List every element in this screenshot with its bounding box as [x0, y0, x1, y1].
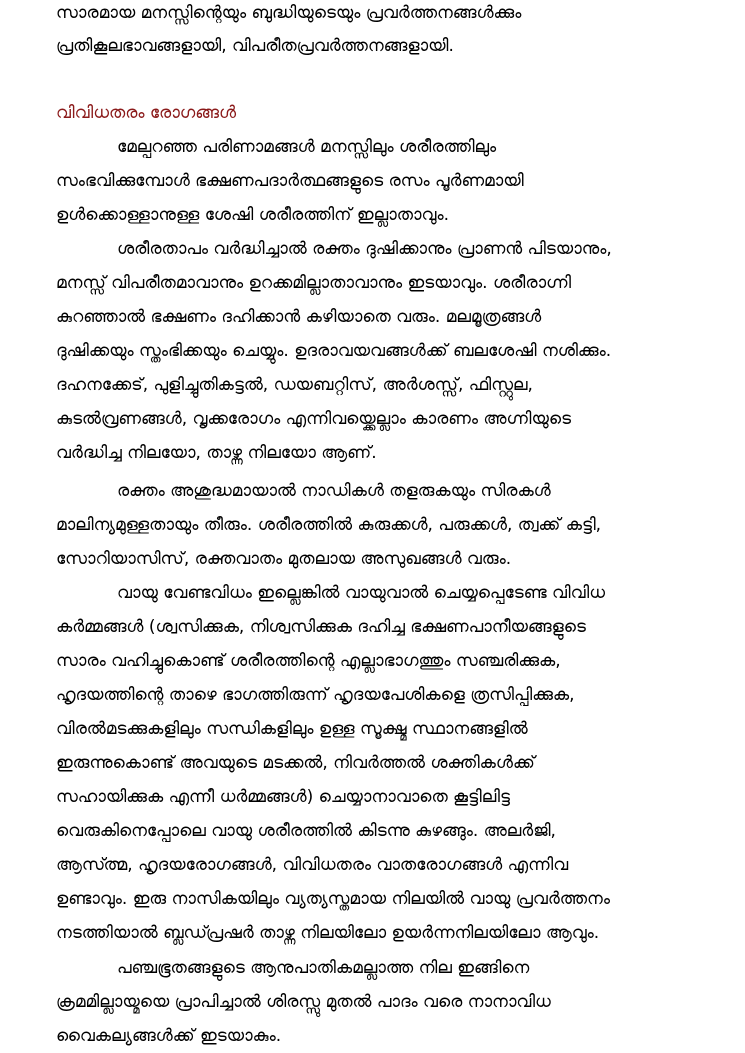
paragraph-line: മേല്പറഞ്ഞ പരിണാമങ്ങൾ മനസ്സിലും ശരീരത്തിലും [117, 137, 497, 157]
paragraph-line: വെരുകിനെപ്പോലെ വായു ശരീരത്തിൽ കിടന്നു കുഴങ്ങും. അലർജി, [56, 821, 556, 841]
paragraph-line: പഞ്ചഭൂതങ്ങളുടെ ആനുപാതികമല്ലാത്ത നില ഇങ്ങിനെ [117, 958, 530, 978]
paragraph-line: ഉൾക്കൊള്ളാനുള്ള ശേഷി ശരീരത്തിന് ഇല്ലാതാവും. [56, 205, 449, 225]
intro-line: പ്രതികൂലഭാവങ്ങളായി, വിപരീതപ്രവർത്തനങ്ങളായി. [56, 36, 454, 56]
paragraph-line: ആസ്ത്മ, ഹൃദയരോഗങ്ങൾ, വിവിധതരം വാതരോഗങ്ങൾ എന്നിവ [56, 855, 569, 875]
paragraph-line: ദഹനക്കേട്, പുളിച്ചുതികട്ടൽ, ഡയബറ്റിസ്, അർശസ്സ്, ഫിസ്റ്റുല, [56, 375, 533, 395]
paragraph-line: സാരം വഹിച്ചുകൊണ്ട് ശരീരത്തിന്റെ എല്ലാഭാഗത്തും സഞ്ചരിക്കുക, [56, 651, 561, 671]
paragraph-line: വായു വേണ്ടവിധം ഇല്ലെങ്കിൽ വായുവാൽ ചെയ്യപ്പെടേണ്ട വിവിധ [117, 583, 606, 603]
paragraph-line: മനസ്സ് വിപരീതമാവാനും ഉറക്കമില്ലാതാവാനും ഇടയാവും. ശരീരാഗ്നി [56, 273, 572, 293]
paragraph-line: സോറിയാസിസ്, രക്തവാതം മുതലായ അസുഖങ്ങൾ വരും. [56, 549, 512, 569]
paragraph-line: ഉണ്ടാവും. ഇരു നാസികയിലും വ്യത്യസ്തമായ നിലയിൽ വായു പ്രവർത്തനം [56, 889, 610, 909]
paragraph-line: രക്തം അശുദ്ധമായാൽ നാഡികൾ തളരുകയും സിരകൾ [117, 481, 551, 501]
paragraph-line: മാലിന്യമുള്ളതായും തീരും. ശരീരത്തിൽ കുരുക്കൾ, പരുക്കൾ, ത്വക്ക് കട്ടി, [56, 515, 602, 535]
paragraph-line: ഹൃദയത്തിന്റെ താഴെ ഭാഗത്തിരുന്ന് ഹൃദയപേശികളെ ത്രസിപ്പിക്കുക, [56, 685, 575, 705]
section-heading: വിവിധതരം രോഗങ്ങൾ [56, 103, 237, 123]
paragraph-line: കുറഞ്ഞാൽ ഭക്ഷണം ദഹിക്കാൻ കഴിയാതെ വരും. മലമൂത്രങ്ങൾ [56, 307, 542, 327]
paragraph-line: സംഭവിക്കുമ്പോൾ ഭക്ഷണപദാർത്ഥങ്ങളുടെ രസം പൂർണമായി [56, 171, 524, 191]
paragraph-line: കുടൽവ്രണങ്ങൾ, വൃക്കരോഗം എന്നിവയ്ക്കെല്ലാം കാരണം അഗ്നിയുടെ [56, 409, 571, 429]
paragraph-line: ദുഷിക്കയും സ്തംഭിക്കയും ചെയ്യും. ഉദരാവയവങ്ങൾക്ക് ബലശേഷി നശിക്കും. [56, 341, 612, 361]
paragraph-line: ക്രമമില്ലായ്മയെ പ്രാപിച്ചാൽ ശിരസ്സു മുതൽ പാദം വരെ നാനാവിധ [56, 992, 551, 1012]
paragraph-line: ശരീരതാപം വർദ്ധിച്ചാൽ രക്തം ദുഷിക്കാനും പ്രാണൻ പിടയാനും, [117, 239, 612, 259]
paragraph-line: വൈകല്യങ്ങൾക്ക് ഇടയാകും. [56, 1026, 282, 1046]
paragraph-line: കർമ്മങ്ങൾ (ശ്വസിക്കുക, നിശ്വസിക്കുക ദഹിച്ച ഭക്ഷണപാനീയങ്ങളുടെ [56, 617, 586, 637]
paragraph-line: സഹായിക്കുക എന്നീ ധർമ്മങ്ങൾ) ചെയ്യാനാവാതെ കൂട്ടിലിട്ട [56, 787, 510, 807]
paragraph-line: വർദ്ധിച്ച നിലയോ, താഴ്ന്ന നിലയോ ആണ്. [56, 443, 377, 463]
paragraph-line: വിരൽമടക്കുകളിലും സന്ധികളിലും ഉള്ള സൂക്ഷ്മ സ്ഥാനങ്ങളിൽ [56, 719, 528, 739]
intro-line: സാരമായ മനസ്സിന്റെയും ബുദ്ധിയുടെയും പ്രവർത്തനങ്ങൾക്കും [56, 3, 522, 23]
paragraph-line: നടത്തിയാൽ ബ്ലഡ്പ്രഷർ താഴ്ന്ന നിലയിലോ ഉയർന്നനിലയിലോ ആവും. [56, 923, 600, 943]
paragraph-line: ഇരുന്നുകൊണ്ട് അവയുടെ മടക്കൽ, നിവർത്തൽ ശക്തികൾക്ക് [56, 753, 535, 773]
